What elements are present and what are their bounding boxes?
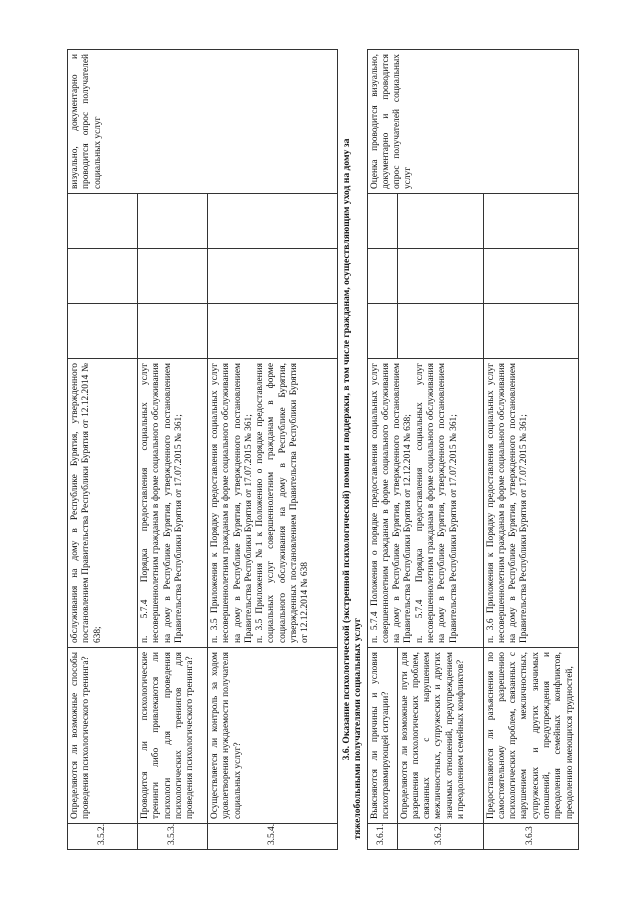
question-cell: Проводится ли психологические тренинги либо привлекаются ли психологи для проведения психологических тренингов для проведения психологического тренинга? (138, 648, 208, 824)
normative-doc-paragraph: п. 3.6 Приложения к Порядку предоставления социальных услуг несовершеннолетним гражданам в форме социального обслуживания на дому в Республике Бурятия, утвержденного постановлением Правительства Республики Бурятия от 17.07.2015 № 361; (485, 363, 530, 643)
empty-cell (367, 194, 397, 249)
assessment-method-cell: Оценка проводится визуально, документарно и проводится опрос получателей социальных услуг (367, 50, 578, 194)
normative-doc-paragraph: обслуживания на дому в Республике Бурятия, утвержденного постановлением Правительства Республики Бурятия от 12.12.2014 № 638; (70, 363, 103, 643)
empty-cell (397, 194, 483, 249)
document-table-frame (67, 50, 583, 850)
empty-cell (483, 249, 578, 304)
empty-cell (483, 194, 578, 249)
normative-doc-paragraph: п. 3.5 Приложения №1 к Положению о порядке предоставления социальных услуг совершеннолетним гражданам в форме социального обслуживания на дому в Республике Бурятия, утвержденных постановлением Правительства Республики Бурятия от 12.12.2014 № 638 (255, 363, 311, 643)
normative-docs-cell (367, 359, 483, 648)
section-heading (338, 50, 368, 850)
section-heading-row (338, 50, 368, 850)
row-number: 3.5.4. (208, 824, 338, 850)
normative-docs-cell (68, 359, 138, 648)
row-number: 3.6.2. (397, 824, 483, 850)
empty-cell (138, 304, 208, 359)
table-row (367, 50, 397, 850)
empty-cell (208, 194, 338, 249)
question-cell: Выясняются ли причины и условия психотравмирующей ситуации? (367, 648, 397, 824)
criteria-table (67, 49, 579, 850)
normative-doc-paragraph: п. 5.7.4 Порядка предоставления социальных услуг несовершеннолетним гражданам в форме социального обслуживания на дому в Республике Бурятия, утвержденного постановлением Правительства Республики Бурятия от 17.07.2015 № 361; (414, 363, 459, 643)
row-number: 3.6.3 (483, 824, 578, 850)
question-cell: Определяются ли возможные пути для разрешения психологических проблем, связанных с нарушением межличностных, супружеских и других значимых отношений, предупреждением и преодолением семейных конфликтов? (397, 648, 483, 824)
row-number: 3.6.1. (367, 824, 397, 850)
row-number: 3.5.3. (138, 824, 208, 850)
normative-docs-cell (208, 359, 338, 648)
section-heading-line: тяжелобольными получателями социальных услуг (352, 617, 364, 840)
empty-cell (397, 304, 483, 359)
question-cell: Осуществляется ли контроль за ходом удовлетворения нуждаемости получателя социальных услуг? (208, 648, 338, 824)
empty-cell (68, 249, 138, 304)
empty-cell (483, 304, 578, 359)
assessment-method-cell: визуально, документарно и проводится опрос получателей социальных услуг (68, 50, 338, 194)
empty-cell (68, 194, 138, 249)
normative-doc-paragraph: п. 3.5 Приложения к Порядку предоставления социальных услуг несовершеннолетним гражданам в форме социального обслуживания на дому в Республике Бурятия, утвержденного постановлением Правительства Республики Бурятия от 17.07.2015 № 361; (210, 363, 254, 643)
empty-cell (138, 194, 208, 249)
empty-cell (68, 304, 138, 359)
normative-doc-paragraph: п. 5.7.4 Положения о порядке предоставления социальных услуг совершеннолетним гражданам в форме социального обслуживания на дому в Республике Бурятия, утвержденного постановлением Правительства Республики Бурятия от 12.12.2014 № 638; (369, 363, 414, 643)
question-cell: Определяются ли возможные способы проведения психологического тренинга? (68, 648, 138, 824)
empty-cell (367, 249, 397, 304)
row-number: 3.5.2. (68, 824, 138, 850)
empty-cell (208, 304, 338, 359)
empty-cell (397, 249, 483, 304)
table-row (68, 50, 138, 850)
question-cell: Предоставляются ли разъяснения по самостоятельному разрешению психологических проблем, связанных с нарушением межличностных, супружеских и других значимых отношений, предупреждения и преодоления семейных конфликтов, преодолению имеющихся трудностей, (483, 648, 578, 824)
empty-cell (138, 249, 208, 304)
normative-docs-cell (138, 359, 208, 648)
normative-docs-cell (483, 359, 578, 648)
empty-cell (208, 249, 338, 304)
section-heading-line: 3.6. Оказание психологической (экстренной психологической) помощи и поддержки, в том числе гражданам, осуществляющим уход на дому за (341, 138, 352, 761)
empty-cell (367, 304, 397, 359)
normative-doc-paragraph: п. 5.7.4 Порядка предоставления социальных услуг несовершеннолетним гражданам в форме социального обслуживания на дому в Республике Бурятия, утвержденного постановлением Правительства Республики Бурятия от 17.07.2015 № 361; (140, 363, 184, 643)
